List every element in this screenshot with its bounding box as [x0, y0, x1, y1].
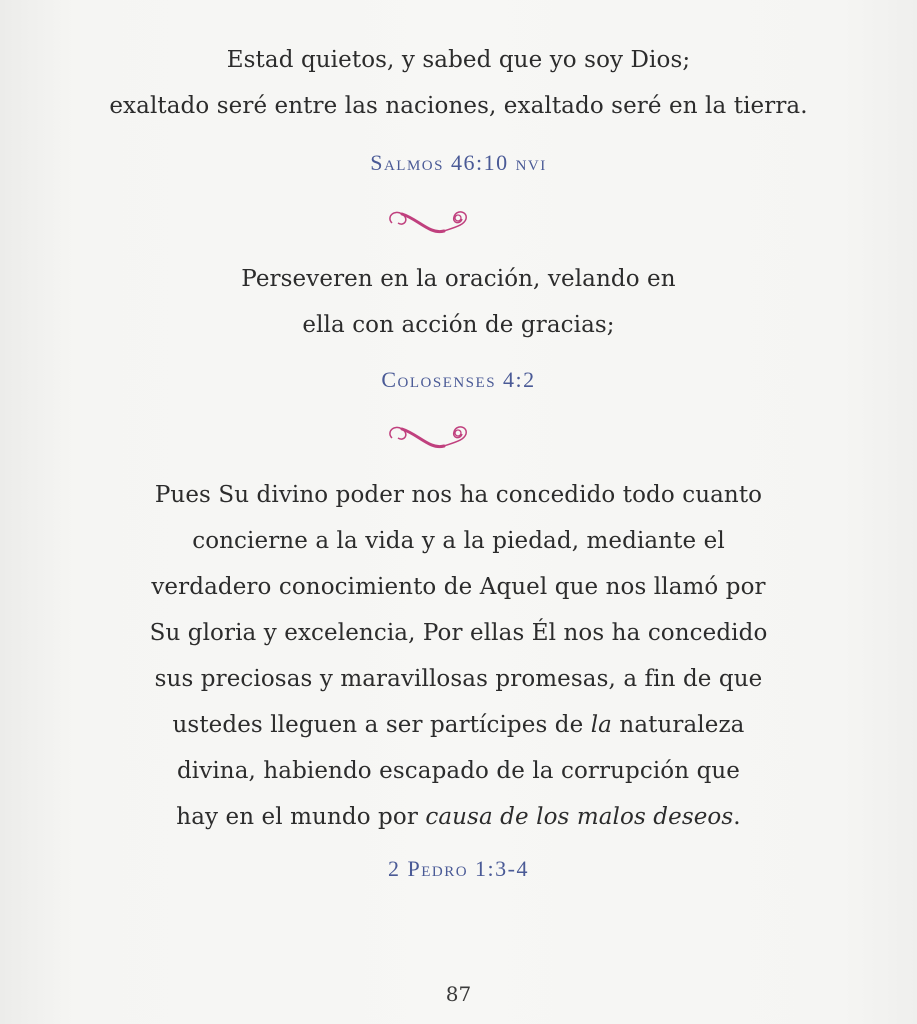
verse-text: divina, habiendo escapado de la corrupción que: [176, 758, 741, 784]
verse-block: [0, 256, 917, 348]
verse-block: [0, 37, 917, 129]
verse-text: .: [733, 804, 741, 830]
verse-text-italic: causa de los malos deseos: [425, 804, 734, 830]
verse-text: ustedes lleguen a ser partícipes de: [172, 712, 591, 738]
verse-text: Perseveren en la oración, velando en: [241, 266, 676, 292]
scripture-reference: 2 Pedro 1:3-4: [387, 856, 529, 881]
verse-text: concierne a la vida y a la piedad, mediante el: [192, 528, 725, 554]
verse-line: [0, 656, 917, 702]
verse-text: hay en el mundo por: [176, 804, 426, 830]
verse-line: [0, 748, 917, 794]
verse-line: [0, 302, 917, 348]
verse-text: naturaleza: [612, 712, 745, 738]
swirl-ornament-icon: [384, 205, 474, 239]
verse-text: Pues Su divino poder nos ha concedido todo cuanto: [154, 482, 763, 508]
verse-text: ella con acción de gracias;: [302, 312, 615, 338]
verse-line: [0, 794, 917, 840]
verse-block: [0, 472, 917, 840]
verse-text-italic: la: [590, 712, 612, 738]
verse-line: [0, 564, 917, 610]
verse-line: [0, 518, 917, 564]
verse-line: [0, 610, 917, 656]
verse-text: verdadero conocimiento de Aquel que nos llamó por: [151, 574, 766, 600]
verse-text: exaltado seré entre las naciones, exaltado seré en la tierra.: [109, 93, 808, 119]
page-number: 87: [445, 982, 472, 1006]
swirl-ornament-icon: [384, 420, 474, 454]
verse-line: [0, 37, 917, 83]
verse-line: [0, 472, 917, 518]
verse-text: Estad quietos, y sabed que yo soy Dios;: [226, 47, 691, 73]
scripture-reference: Salmos 46:10 nvi: [370, 150, 547, 175]
scripture-reference: Colosenses 4:2: [381, 367, 536, 392]
verse-line: [0, 702, 917, 748]
verse-text: Su gloria y excelencia, Por ellas Él nos ha concedido: [149, 620, 768, 646]
verse-text: sus preciosas y maravillosas promesas, a fin de que: [154, 666, 763, 692]
verse-line: [0, 256, 917, 302]
verse-line: [0, 83, 917, 129]
